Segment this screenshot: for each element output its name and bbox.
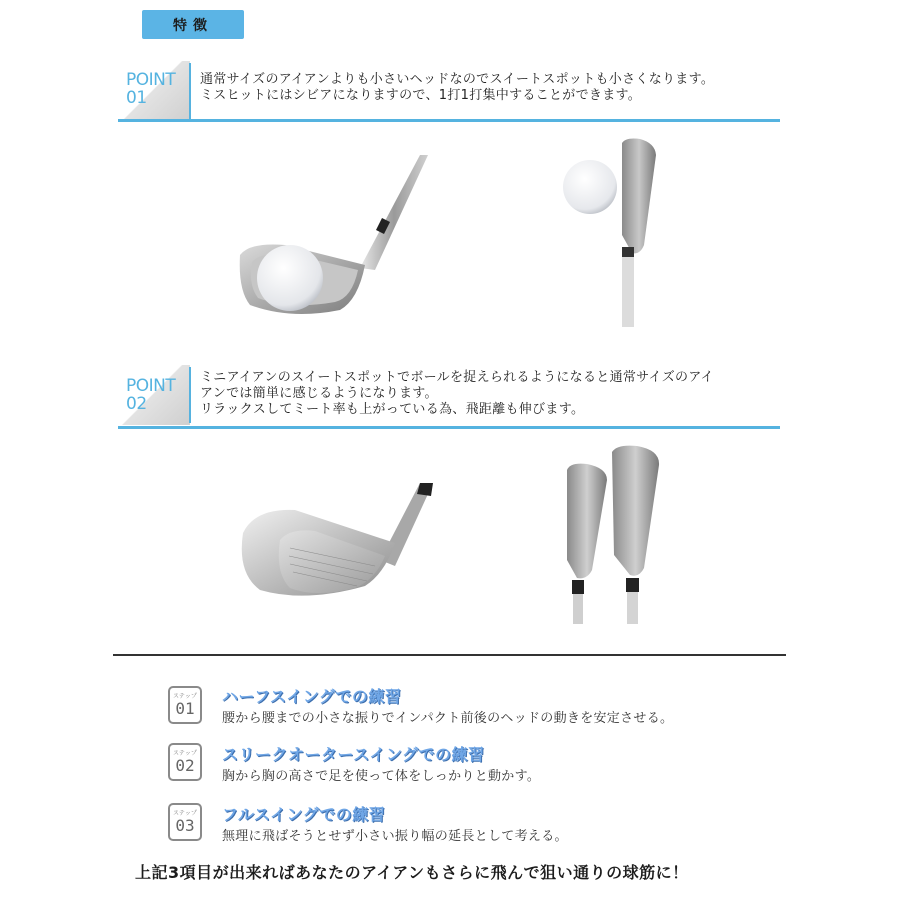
step-03-title: フルスイングでの練習: [222, 805, 386, 824]
point-01-badge: [118, 61, 190, 121]
point-01-number: 01: [126, 88, 147, 108]
step-01-icon-label: ステップ: [173, 693, 197, 700]
point-02-line-3: リラックスしてミート率も上がっている為、飛距離も伸びます。: [200, 402, 585, 417]
point-02-line-2: アンでは簡単に感じるようになります。: [200, 386, 438, 401]
step-01-icon-number: 01: [175, 699, 195, 718]
step-02-desc: 胸から胸の高さで足を使って体をしっかりと動かす。: [222, 769, 541, 784]
point-02-badge: [118, 365, 190, 425]
step-02-icon-label: ステップ: [173, 750, 197, 757]
two-irons-photo: [562, 440, 667, 625]
step-01-desc: 腰から腰までの小さな振りでインパクト前後のヘッドの動きを安定させる。: [222, 711, 674, 726]
point-02-number: 02: [126, 394, 147, 414]
step-03-icon-label: ステップ: [173, 810, 197, 817]
step-03-icon: [168, 803, 202, 841]
mini-iron-vs-regular-photo: [235, 478, 440, 608]
step-01-icon: [168, 686, 202, 724]
point-01-divider: [189, 63, 191, 119]
point-01-underline: [118, 119, 780, 122]
point-01-line-1: 通常サイズのアイアンよりも小さいヘッドなのでスイートスポットも小さくなります。: [200, 72, 715, 87]
feature-tab: 特徴: [142, 10, 244, 39]
point-02-underline: [118, 426, 780, 429]
point-02-divider: [189, 367, 191, 423]
step-02-title: スリークオータースイングでの練習: [222, 745, 485, 764]
step-03-icon-number: 03: [175, 816, 195, 835]
club-face-with-ball-photo: [560, 135, 670, 330]
step-02-icon: [168, 743, 202, 781]
point-01-line-2: ミスヒットにはシビアになりますので、1打1打集中することができます。: [200, 88, 642, 103]
step-01-title: ハーフスイングでの練習: [222, 687, 402, 706]
point-02-text: [200, 370, 714, 418]
point-01-text: [200, 72, 714, 104]
summary-text: 上記3項目が出来ればあなたのアイアンもさらに飛んで狙い通りの球筋に！: [135, 863, 689, 882]
step-03-desc: 無理に飛ばそうとせず小さい振り幅の延長として考える。: [222, 829, 568, 844]
section-divider: [113, 654, 786, 656]
point-01-label: POINT: [126, 70, 176, 90]
club-with-ball-photo: [230, 150, 430, 330]
point-02-line-1: ミニアイアンのスイートスポットでボールを捉えられるようになると通常サイズのアイ: [200, 370, 714, 385]
point-02-label: POINT: [126, 376, 176, 396]
step-02-icon-number: 02: [175, 756, 195, 775]
